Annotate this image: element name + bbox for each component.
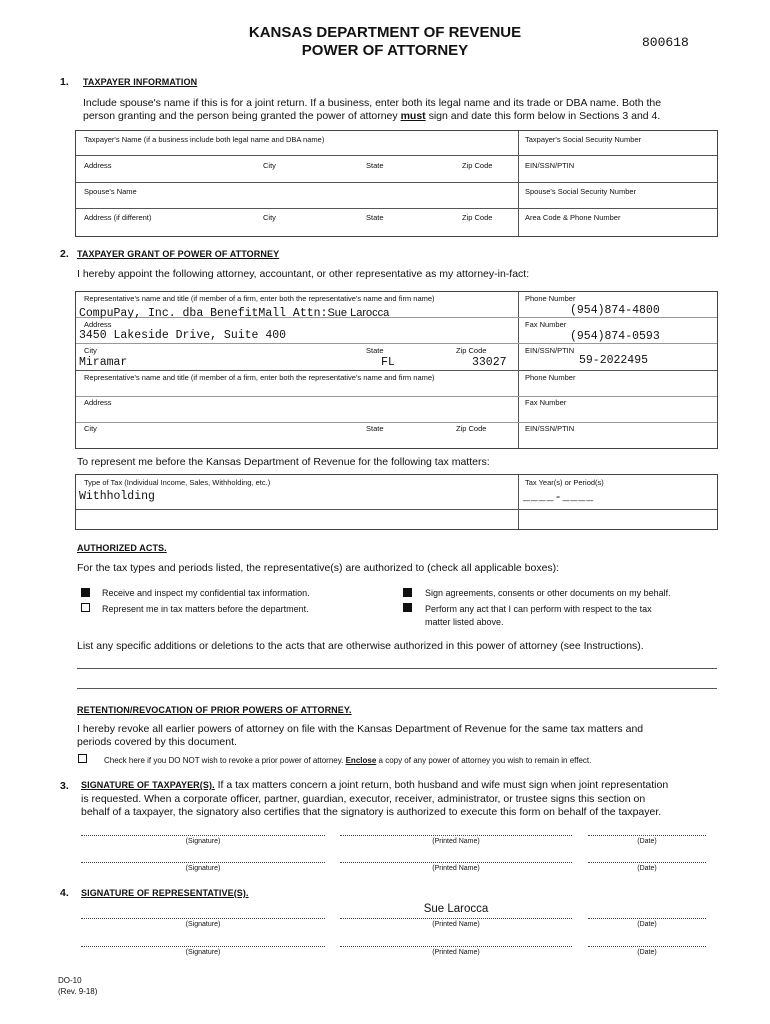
footer-revision: (Rev. 9-18) bbox=[58, 987, 98, 996]
rep1-address-label: Address bbox=[84, 320, 112, 329]
date-label: (Date) bbox=[637, 921, 657, 928]
rep1-city-label: City bbox=[84, 346, 97, 355]
rep-date-line-1[interactable] bbox=[588, 918, 706, 919]
rep1-phone-label: Phone Number bbox=[525, 294, 576, 303]
no-revoke-label: Check here if you DO NOT wish to revoke a prior power of attorney. Enclose a copy of any power of attorney you wish to remain in effect. bbox=[104, 756, 592, 765]
rep-printed-name-value: Sue Larocca bbox=[423, 903, 489, 915]
rep2-state-label: State bbox=[366, 424, 384, 433]
rep2-zip-label: Zip Code bbox=[456, 424, 487, 433]
acts-list-text: List any specific additions or deletions to the acts that are otherwise authorized in this power of attorney (see Instructions). bbox=[77, 640, 644, 652]
form-title-line1: KANSAS DEPARTMENT OF REVENUE bbox=[248, 24, 522, 41]
rep1-name-label: Representative's name and title (if member of a firm, enter both the representative's name and firm name) bbox=[84, 294, 435, 303]
rep-date-line-2[interactable] bbox=[588, 946, 706, 947]
act-receive-label: Receive and inspect my confidential tax information. bbox=[102, 588, 310, 598]
retention-heading: RETENTION/REVOCATION OF PRIOR POWERS OF ATTORNEY. bbox=[77, 705, 352, 715]
acts-list-line-1[interactable] bbox=[77, 668, 717, 669]
date-label: (Date) bbox=[637, 865, 657, 872]
taxpayer-ein-label: EIN/SSN/PTIN bbox=[525, 161, 575, 170]
signature-label: (Signature) bbox=[185, 921, 221, 928]
taxpayer-name-label: Taxpayer's Name (if a business include both legal name and DBA name) bbox=[84, 135, 325, 144]
no-revoke-checkbox[interactable] bbox=[78, 754, 87, 763]
rep1-ein-value[interactable]: 59-2022495 bbox=[579, 354, 649, 367]
rep1-name-value: CompuPay, Inc. dba BenefitMall Attn: bbox=[79, 307, 328, 320]
section-4-heading: SIGNATURE OF REPRESENTATIVE(S). bbox=[81, 888, 249, 898]
rep-printed-name-line-2[interactable] bbox=[340, 946, 572, 947]
tax-type-label: Type of Tax (Individual Income, Sales, Withholding, etc.) bbox=[84, 478, 271, 487]
rep2-city-label: City bbox=[84, 424, 97, 433]
acts-list-line-2[interactable] bbox=[77, 688, 717, 689]
rep-printed-name-line-1[interactable] bbox=[340, 918, 572, 919]
printed-name-label: (Printed Name) bbox=[432, 865, 480, 872]
section-3-text-line2: is requested. When a corporate officer, partner, guardian, executor, receiver, administrator, or trustee signs this section on bbox=[81, 793, 646, 805]
taxpayer-signature-line-1[interactable] bbox=[81, 835, 325, 836]
section-2-heading: TAXPAYER GRANT OF POWER OF ATTORNEY bbox=[77, 249, 280, 259]
act-sign-checkbox[interactable] bbox=[403, 588, 412, 597]
taxpayer-printed-name-line-1[interactable] bbox=[340, 835, 572, 836]
retention-text-line2: periods covered by this document. bbox=[77, 736, 237, 748]
spouse-printed-name-line[interactable] bbox=[340, 862, 572, 863]
spouse-signature-line[interactable] bbox=[81, 862, 325, 863]
represent-text: To represent me before the Kansas Department of Revenue for the following tax matters: bbox=[77, 456, 490, 468]
form-title-line2: POWER OF ATTORNEY bbox=[301, 42, 469, 59]
date-label: (Date) bbox=[637, 838, 657, 845]
tax-year-label: Tax Year(s) or Period(s) bbox=[525, 478, 604, 487]
printed-name-label: (Printed Name) bbox=[432, 838, 480, 845]
act-perform-label: Perform any act that I can perform with respect to the tax bbox=[425, 604, 652, 614]
rep2-fax-label: Fax Number bbox=[525, 398, 567, 407]
taxpayer-city-label: City bbox=[263, 161, 276, 170]
footer-form-id: DO-10 bbox=[58, 976, 82, 985]
form-number: 800618 bbox=[642, 35, 689, 50]
rep1-fax-value[interactable]: (954)874-0593 bbox=[570, 330, 660, 343]
section-3-number: 3. bbox=[60, 780, 69, 792]
rep2-address-label: Address bbox=[84, 398, 112, 407]
rep1-city-value[interactable]: Miramar bbox=[79, 356, 128, 369]
rep1-state-value[interactable]: FL bbox=[381, 356, 395, 369]
rep1-attn-value: Sue Larocca bbox=[327, 307, 390, 319]
printed-name-label: (Printed Name) bbox=[432, 921, 480, 928]
phone-label: Area Code & Phone Number bbox=[525, 213, 621, 222]
section-1-heading: TAXPAYER INFORMATION bbox=[83, 77, 198, 87]
tax-matters-table bbox=[75, 474, 718, 530]
rep1-ein-label: EIN/SSN/PTIN bbox=[525, 346, 575, 355]
spouse-name-label: Spouse's Name bbox=[84, 187, 137, 196]
rep1-state-label: State bbox=[366, 346, 384, 355]
act-perform-label-line2: matter listed above. bbox=[425, 617, 504, 627]
section-3-text-line3: behalf of a taxpayer, the signatory also certifies that the signatory is authorized to execute this form on behalf of the taxpayer. bbox=[81, 806, 662, 818]
act-perform-checkbox[interactable] bbox=[403, 603, 412, 612]
rep1-phone-value[interactable]: (954)874-4800 bbox=[570, 304, 660, 317]
taxpayer-zip-label: Zip Code bbox=[462, 161, 493, 170]
taxpayer-ssn-label: Taxpayer's Social Security Number bbox=[525, 135, 642, 144]
date-label: (Date) bbox=[637, 949, 657, 956]
tax-type-value[interactable]: Withholding bbox=[79, 490, 155, 503]
signature-label: (Signature) bbox=[185, 838, 221, 845]
act-represent-checkbox[interactable] bbox=[81, 603, 90, 612]
rep1-fax-label: Fax Number bbox=[525, 320, 567, 329]
act-receive-checkbox[interactable] bbox=[81, 588, 90, 597]
section-2-number: 2. bbox=[60, 248, 69, 260]
taxpayer-date-line-1[interactable] bbox=[588, 835, 706, 836]
signature-label: (Signature) bbox=[185, 865, 221, 872]
act-sign-label: Sign agreements, consents or other documents on my behalf. bbox=[425, 588, 671, 598]
authorized-acts-intro: For the tax types and periods listed, the representative(s) are authorized to (check all applicable boxes): bbox=[77, 562, 560, 574]
section-1-instructions-line1: Include spouse's name if this is for a joint return. If a business, enter both its legal name and its trade or DBA name. Both the bbox=[83, 97, 662, 109]
act-represent-label: Represent me in tax matters before the department. bbox=[102, 604, 309, 614]
rep1-zip-label: Zip Code bbox=[456, 346, 487, 355]
taxpayer-name-field[interactable] bbox=[76, 135, 516, 155]
rep-signature-line-1[interactable] bbox=[81, 918, 325, 919]
taxpayer-ssn-field[interactable] bbox=[520, 135, 717, 155]
rep-signature-line-2[interactable] bbox=[81, 946, 325, 947]
rep2-ein-label: EIN/SSN/PTIN bbox=[525, 424, 575, 433]
representative-table bbox=[75, 291, 718, 449]
taxpayer-state-label: State bbox=[366, 161, 384, 170]
taxpayer-address-label: Address bbox=[84, 161, 112, 170]
printed-name-label: (Printed Name) bbox=[432, 949, 480, 956]
taxpayer-info-table bbox=[75, 130, 718, 237]
section-3-text-line1: SIGNATURE OF TAXPAYER(S). If a tax matters concern a joint return, both husband and wife must sign when joint representation bbox=[81, 779, 669, 791]
section-1-number: 1. bbox=[60, 76, 69, 88]
section-4-number: 4. bbox=[60, 887, 69, 899]
authorized-acts-heading: AUTHORIZED ACTS. bbox=[77, 543, 167, 553]
rep2-phone-label: Phone Number bbox=[525, 373, 576, 382]
tax-period-value[interactable]: ____-____ bbox=[523, 491, 595, 504]
rep1-address-value[interactable]: 3450 Lakeside Drive, Suite 400 bbox=[79, 329, 287, 342]
appoint-text: I hereby appoint the following attorney, accountant, or other representative as my attorney-in-fact: bbox=[77, 268, 530, 280]
address-diff-city-label: City bbox=[263, 213, 276, 222]
section-1-instructions-line2: person granting and the person being granted the power of attorney must sign and date this form below in Sections 3 and 4. bbox=[83, 110, 661, 122]
address-diff-state-label: State bbox=[366, 213, 384, 222]
signature-label: (Signature) bbox=[185, 949, 221, 956]
address-if-different-label: Address (if different) bbox=[84, 213, 152, 222]
rep1-name-field[interactable] bbox=[79, 303, 389, 321]
spouse-date-line[interactable] bbox=[588, 862, 706, 863]
spouse-ssn-label: Spouse's Social Security Number bbox=[525, 187, 637, 196]
address-diff-zip-label: Zip Code bbox=[462, 213, 493, 222]
retention-text-line1: I hereby revoke all earlier powers of attorney on file with the Kansas Department of Revenue for the same tax matters and bbox=[77, 723, 644, 735]
rep1-zip-value[interactable]: 33027 bbox=[472, 356, 507, 369]
rep2-name-label: Representative's name and title (if member of a firm, enter both the representative's name and firm name) bbox=[84, 373, 435, 382]
